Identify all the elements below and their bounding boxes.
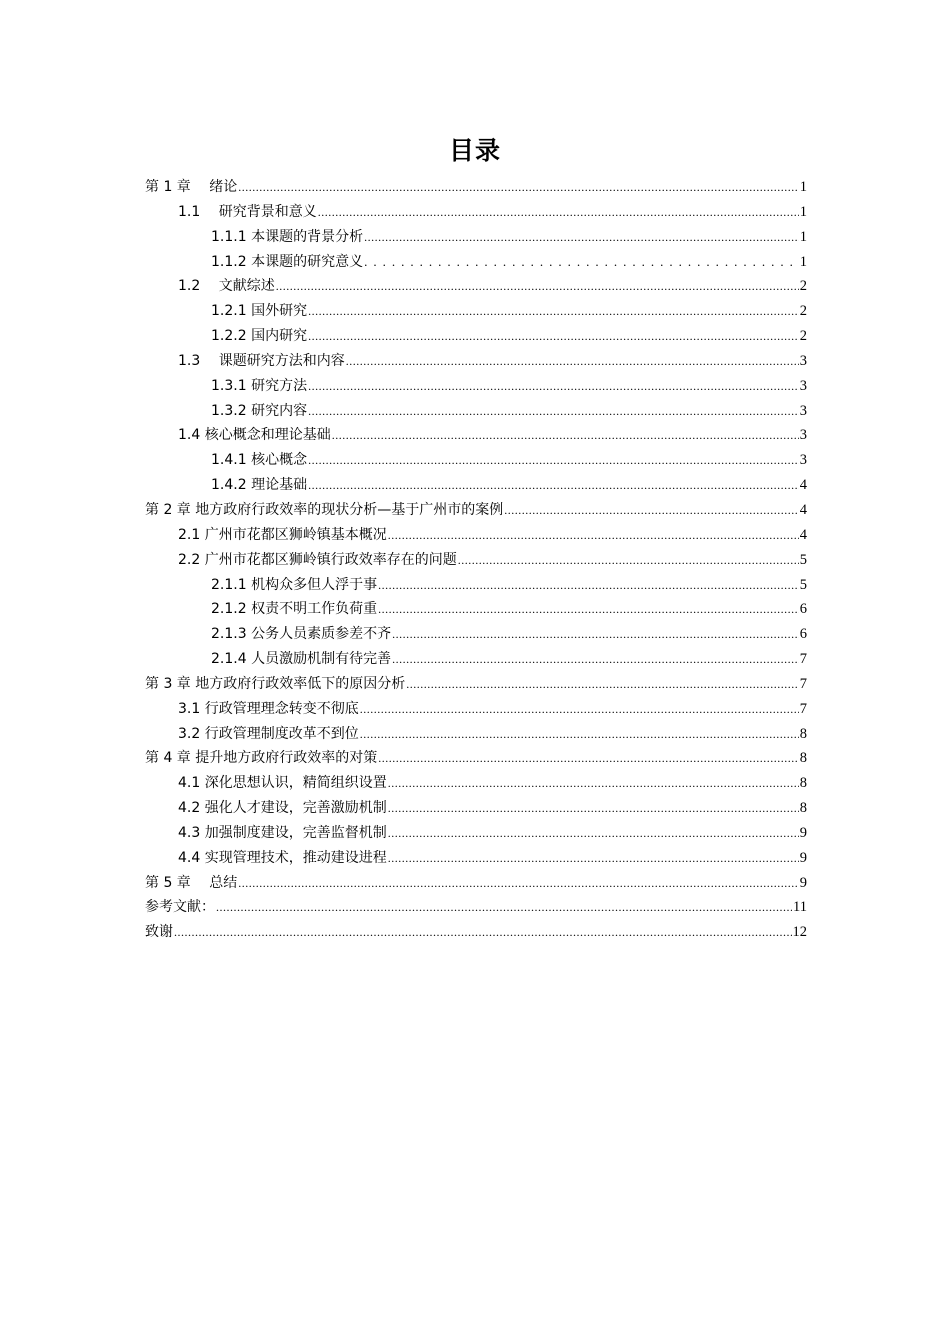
dot-leader bbox=[308, 324, 799, 349]
toc-entry-label: 1.4.1 核心概念 bbox=[211, 452, 308, 469]
toc-entry[interactable] bbox=[145, 722, 807, 747]
toc-entry-page: 4 bbox=[799, 526, 807, 543]
dot-leader bbox=[378, 573, 799, 598]
toc-entry[interactable] bbox=[145, 274, 807, 299]
toc-entry-page: 9 bbox=[799, 874, 807, 891]
toc-entry[interactable] bbox=[145, 423, 807, 448]
toc-entry-label: 参考文献： bbox=[145, 899, 215, 916]
toc-entry[interactable] bbox=[145, 175, 807, 200]
toc-entry-label: 2.2 广州市花都区狮岭镇行政效率存在的问题 bbox=[178, 551, 457, 568]
dot-leader bbox=[276, 274, 799, 299]
toc-entry[interactable] bbox=[145, 871, 807, 896]
toc-entry[interactable] bbox=[145, 920, 807, 945]
toc-entry[interactable] bbox=[145, 746, 807, 771]
dot-leader bbox=[392, 647, 799, 672]
toc-entry-label: 2.1 广州市花都区狮岭镇基本概况 bbox=[178, 526, 387, 543]
toc-entry-page: 9 bbox=[799, 849, 807, 866]
dot-leader bbox=[388, 796, 799, 821]
toc-entry-page: 1 bbox=[799, 253, 807, 270]
toc-entry-label: 1.4 核心概念和理论基础 bbox=[178, 427, 331, 444]
toc-entry-label: 1.1.2 本课题的研究意义 bbox=[211, 253, 364, 270]
toc-entry-label: 1.2.1 国外研究 bbox=[211, 303, 308, 320]
toc-entry[interactable] bbox=[145, 622, 807, 647]
toc-entry-page: 6 bbox=[799, 601, 807, 618]
toc-entry[interactable] bbox=[145, 473, 807, 498]
dot-leader bbox=[504, 498, 798, 523]
toc-entry-label: 2.1.4 人员激励机制有待完善 bbox=[211, 651, 392, 668]
dot-leader bbox=[388, 523, 799, 548]
toc-entry-page: 4 bbox=[799, 501, 807, 518]
dot-leader bbox=[364, 250, 799, 275]
toc-entry[interactable] bbox=[145, 399, 807, 424]
toc-entry[interactable] bbox=[145, 374, 807, 399]
toc-entry-page: 5 bbox=[799, 551, 807, 568]
toc-entry-page: 11 bbox=[793, 899, 807, 916]
dot-leader bbox=[308, 374, 799, 399]
toc-entry[interactable] bbox=[145, 697, 807, 722]
toc-entry[interactable] bbox=[145, 225, 807, 250]
dot-leader bbox=[332, 423, 799, 448]
toc-entry-page: 2 bbox=[799, 278, 807, 295]
toc-entry-label: 致谢 bbox=[145, 924, 173, 941]
toc-entry-page: 7 bbox=[799, 700, 807, 717]
toc-entry[interactable] bbox=[145, 573, 807, 598]
toc-entry-label: 1.1.1 本课题的背景分析 bbox=[211, 228, 364, 245]
dot-leader bbox=[392, 622, 799, 647]
toc-entry[interactable] bbox=[145, 647, 807, 672]
toc-entry-label: 4.3 加强制度建设，完善监督机制 bbox=[178, 824, 387, 841]
toc-entry[interactable] bbox=[145, 349, 807, 374]
toc-entry-label: 1.4.2 理论基础 bbox=[211, 477, 308, 494]
toc-entry-label: 第 1 章 绪论 bbox=[145, 179, 238, 195]
toc-entry-page: 8 bbox=[799, 775, 807, 792]
toc-entry[interactable] bbox=[145, 796, 807, 821]
dot-leader bbox=[308, 399, 799, 424]
toc-entry-label: 1.3.2 研究内容 bbox=[211, 402, 308, 419]
toc-entry-label: 第 2 章 地方政府行政效率的现状分析—基于广州市的案例 bbox=[145, 501, 504, 518]
toc-entry-page: 1 bbox=[799, 179, 807, 195]
dot-leader bbox=[238, 175, 798, 200]
toc-entry[interactable] bbox=[145, 548, 807, 573]
dot-leader bbox=[346, 349, 799, 374]
dot-leader bbox=[364, 225, 799, 250]
toc-entry-page: 12 bbox=[792, 924, 807, 941]
toc-entry-label: 3.1 行政管理理念转变不彻底 bbox=[178, 700, 359, 717]
toc-entry-page: 6 bbox=[799, 626, 807, 643]
toc-entry-label: 4.2 强化人才建设，完善激励机制 bbox=[178, 800, 387, 817]
toc-entry-page: 8 bbox=[799, 725, 807, 742]
toc-entry[interactable] bbox=[145, 895, 807, 920]
toc-entry[interactable] bbox=[145, 523, 807, 548]
toc-entry-page: 3 bbox=[799, 427, 807, 444]
toc-entry-label: 第 5 章 总结 bbox=[145, 874, 238, 891]
dot-leader bbox=[388, 771, 799, 796]
toc-entry[interactable] bbox=[145, 200, 807, 225]
dot-leader bbox=[308, 448, 799, 473]
dot-leader bbox=[238, 871, 798, 896]
toc-entry[interactable] bbox=[145, 597, 807, 622]
toc-entry[interactable] bbox=[145, 448, 807, 473]
toc-entry-page: 9 bbox=[799, 824, 807, 841]
dot-leader bbox=[360, 722, 799, 747]
toc-entry-page: 8 bbox=[799, 750, 807, 767]
toc-entry-page: 2 bbox=[799, 328, 807, 345]
toc-entry-label: 1.1 研究背景和意义 bbox=[178, 203, 317, 220]
toc-entry-label: 4.1 深化思想认识，精简组织设置 bbox=[178, 775, 387, 792]
dot-leader bbox=[378, 746, 798, 771]
toc-entry[interactable] bbox=[145, 250, 807, 275]
toc-entry-label: 第 3 章 地方政府行政效率低下的原因分析 bbox=[145, 675, 406, 692]
dot-leader bbox=[406, 672, 798, 697]
toc-entry-label: 第 4 章 提升地方政府行政效率的对策 bbox=[145, 750, 378, 767]
toc-entry-label: 1.2 文献综述 bbox=[178, 278, 275, 295]
toc-entry[interactable] bbox=[145, 299, 807, 324]
dot-leader bbox=[458, 548, 799, 573]
dot-leader bbox=[308, 299, 799, 324]
toc-entry-page: 3 bbox=[799, 377, 807, 394]
toc-entry-page: 3 bbox=[799, 352, 807, 369]
toc-entry[interactable] bbox=[145, 672, 807, 697]
toc-entry-page: 3 bbox=[799, 452, 807, 469]
toc-entry-label: 1.3 课题研究方法和内容 bbox=[178, 352, 345, 369]
toc-entry[interactable] bbox=[145, 498, 807, 523]
toc-entry-label: 4.4 实现管理技术，推动建设进程 bbox=[178, 849, 387, 866]
toc-entry-label: 2.1.1 机构众多但人浮于事 bbox=[211, 576, 378, 593]
toc-entry-page: 1 bbox=[799, 228, 807, 245]
toc-entry[interactable] bbox=[145, 324, 807, 349]
toc-entry-page: 2 bbox=[799, 303, 807, 320]
toc-entry-label: 2.1.2 权责不明工作负荷重 bbox=[211, 601, 378, 618]
dot-leader bbox=[388, 846, 799, 871]
toc-entry-page: 7 bbox=[799, 675, 807, 692]
toc-entry[interactable] bbox=[145, 821, 807, 846]
toc-entry[interactable] bbox=[145, 771, 807, 796]
toc-entry-page: 3 bbox=[799, 402, 807, 419]
dot-leader bbox=[318, 200, 799, 225]
dot-leader bbox=[216, 895, 792, 920]
toc-title: 目录 bbox=[448, 136, 501, 165]
toc-entry-page: 4 bbox=[799, 477, 807, 494]
dot-leader bbox=[174, 920, 792, 945]
toc-entry-label: 1.2.2 国内研究 bbox=[211, 328, 308, 345]
toc-entry-label: 1.3.1 研究方法 bbox=[211, 377, 308, 394]
toc-entry-page: 1 bbox=[799, 203, 807, 220]
dot-leader bbox=[308, 473, 799, 498]
toc-entry[interactable] bbox=[145, 846, 807, 871]
dot-leader bbox=[378, 597, 799, 622]
dot-leader bbox=[388, 821, 799, 846]
toc-entry-label: 3.2 行政管理制度改革不到位 bbox=[178, 725, 359, 742]
toc-entry-label: 2.1.3 公务人员素质参差不齐 bbox=[211, 626, 392, 643]
table-of-contents bbox=[145, 175, 807, 945]
toc-entry-page: 8 bbox=[799, 800, 807, 817]
toc-entry-page: 7 bbox=[799, 651, 807, 668]
toc-entry-page: 5 bbox=[799, 576, 807, 593]
dot-leader bbox=[360, 697, 799, 722]
